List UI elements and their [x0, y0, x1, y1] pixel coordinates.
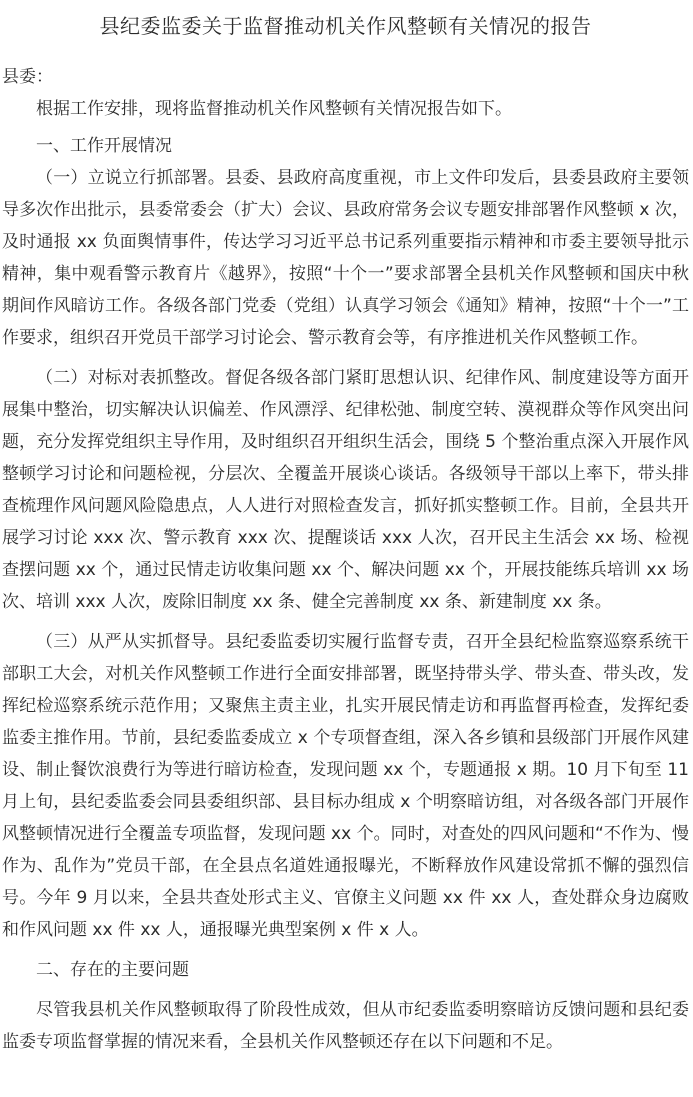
intro-paragraph: 根据工作安排，现将监督推动机关作风整顿有关情况报告如下。: [36, 99, 512, 119]
section-heading-1: 一、工作开展情况: [36, 136, 172, 156]
paragraph-rectification: （二）对标对表抓整改。督促各级各部门紧盯思想认识、纪律作风、制度建设等方面开展集中整治，切实解决认识偏差、作风漂浮、纪律松弛、制度空转、漠视群众等作风突出问题，充分发挥党组织主导作用，及时组织召开组织生活会，围绕 5 个整治重点深入开展作风整顿学习讨论和问题检视，分层次、全覆盖开展谈心谈话。各级领导干部以上率下，带头排查梳理作风问题风险隐患点，人人进行对照检查发言，抓好抓实整顿工作。目前，全县共开展学习讨论 xxx 次、警示教育 xxx 次、提醒谈话 xxx 人次，召开民主生活会 xx 场、检视查摆问题 xx 个，通过民情走访收集问题 xx 个、解决问题 xx 个，开展技能练兵培训 xx 场次、培训 xxx 人次，废除旧制度 xx 条、健全完善制度 xx 条、新建制度 xx 条。: [2, 368, 689, 612]
section-heading-2: 二、存在的主要问题: [36, 960, 189, 980]
paragraph-problems: 尽管我县机关作风整顿取得了阶段性成效，但从市纪委监委明察暗访反馈问题和县纪委监委专项监督掌握的情况来看，全县机关作风整顿还存在以下问题和不足。: [2, 1000, 689, 1052]
salutation: 县委：: [2, 67, 53, 87]
document-title: 县纪委监委关于监督推动机关作风整顿有关情况的报告: [99, 14, 592, 38]
paragraph-supervision: （三）从严从实抓督导。县纪委监委切实履行监督专责，召开全县纪检监察巡察系统干部职工大会，对机关作风整顿工作进行全面安排部署，既坚持带头学、带头查、带头改，发挥纪检巡察系统示范作用；又聚焦主责主业，扎实开展民情走访和再监督再检查，发挥纪委监委主推作用。节前，县纪委监委成立 x 个专项督查组，深入各乡镇和县级部门开展作风建设、制止餐饮浪费行为等进行暗访检查，发现问题 xx 个，专题通报 x 期。10 月下旬至 11 月上旬，县纪委监委会同县委组织部、县目标办组成 x 个明察暗访组，对各级各部门开展作风整顿情况进行全覆盖专项监督，发现问题 xx 个。同时，对查处的四风问题和“不作为、慢作为、乱作为”党员干部，在全县点名道姓通报曝光，不断释放作风建设常抓不懈的强烈信号。今年 9 月以来，全县共查处形式主义、官僚主义问题 xx 件 xx 人，查处群众身边腐败和作风问题 xx 件 xx 人，通报曝光典型案例 x 件 x 人。: [2, 632, 689, 940]
paragraph-deployment: （一）立说立行抓部署。县委、县政府高度重视，市上文件印发后，县委县政府主要领导多次作出批示，县委常委会（扩大）会议、县政府常务会议专题安排部署作风整顿 x 次，及时通报 xx 负面舆情事件，传达学习习近平总书记系列重要指示精神和市委主要领导批示精神，集中观看警示教育片《越界》，按照“十个一”要求部署全县机关作风整顿和国庆中秋期间作风暗访工作。各级各部门党委（党组）认真学习领会《通知》精神，按照“十个一”工作要求，组织召开党员干部学习讨论会、警示教育会等，有序推进机关作风整顿工作。: [2, 168, 689, 348]
